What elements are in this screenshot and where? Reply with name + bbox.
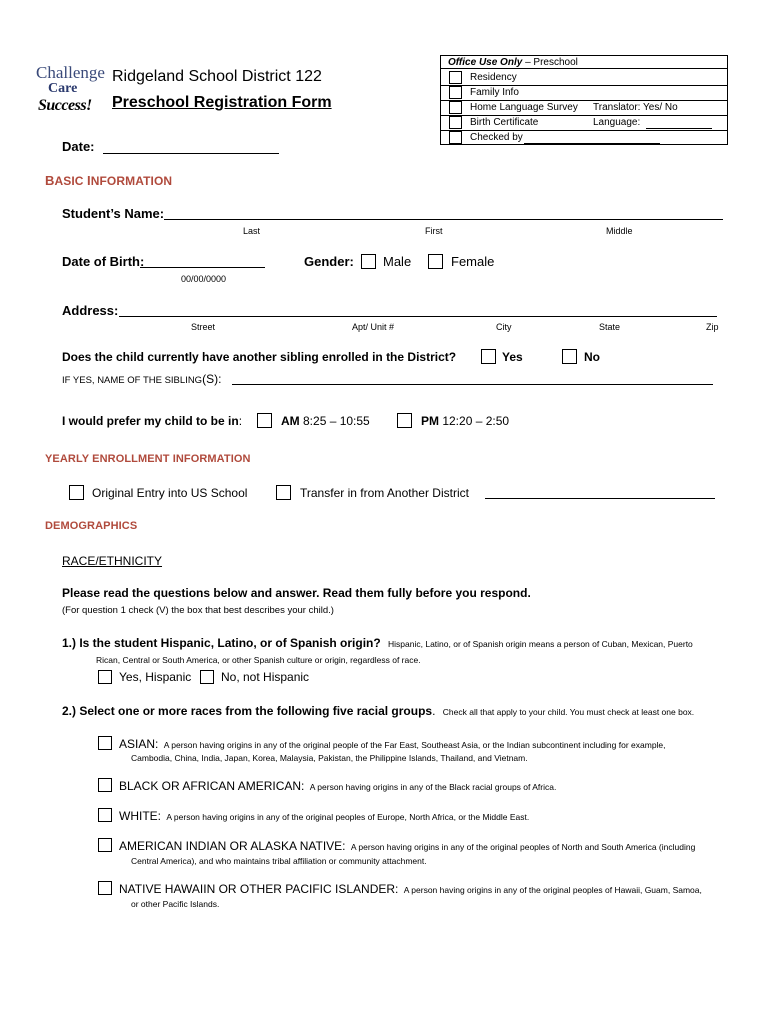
sibling-yes-checkbox[interactable] [481,349,496,364]
student-name-field[interactable] [164,219,723,220]
office-divider [440,115,727,116]
office-divider [440,100,727,101]
gender-female-label: Female [451,254,495,269]
section-heading-basic-information: BASIC INFORMATION [45,173,173,188]
transfer-district-field[interactable] [485,498,715,499]
home-language-survey-checkbox[interactable] [449,101,462,114]
name-sub-middle: Middle [606,226,633,236]
office-item-family-info: Family Info [470,87,519,98]
race-asian-desc-cont: Cambodia, China, India, Japan, Korea, Malaysia, Pakistan, the Philippine Islands, Thailand, and Vietnam. [131,753,528,763]
logo-word-challenge: Challenge [36,63,105,82]
checked-by-checkbox[interactable] [449,131,462,144]
name-sub-last: Last [243,226,261,236]
race-american-indian-checkbox[interactable] [98,838,112,852]
address-sub-city: City [496,322,512,332]
race-black-checkbox[interactable] [98,778,112,792]
name-sub-first: First [425,226,443,236]
address-label: Address: [62,303,119,318]
race-asian-checkbox[interactable] [98,736,112,750]
address-sub-state: State [599,322,621,332]
residency-checkbox[interactable] [449,71,462,84]
pm-session-checkbox[interactable] [397,413,412,428]
instructions: Please read the questions below and answer. Read them fully before you respond. [62,586,531,600]
race-ethnicity-title: RACE/ETHNICITY [62,554,163,568]
birth-certificate-checkbox[interactable] [449,116,462,129]
original-entry-label: Original Entry into US School [92,486,248,500]
gender-label: Gender: [304,254,354,269]
district-name: Ridgeland School District 122 [112,68,322,85]
transfer-checkbox[interactable] [276,485,291,500]
gender-female-checkbox[interactable] [428,254,443,269]
race-american-indian: AMERICAN INDIAN OR ALASKA NATIVE: A person having origins in any of the original peoples of North and South America (including [119,839,696,853]
logo-word-success: Success! [38,97,92,114]
address-sub-zip: Zip [706,322,719,332]
sibling-name-field[interactable] [232,384,713,385]
date-field[interactable] [103,153,279,154]
question-1-note-cont: Rican, Central or South America, or other Spanish culture or origin, regardless of race. [96,655,421,665]
hispanic-no-label: No, not Hispanic [221,670,310,684]
address-field[interactable] [119,316,717,317]
checked-by-field[interactable] [524,143,660,144]
section-heading-demographics: DEMOGRAPHICS [45,520,138,532]
sibling-no-label: No [584,350,600,364]
race-pacific-islander-checkbox[interactable] [98,881,112,895]
race-pacific-islander: NATIVE HAWAIIN OR OTHER PACIFIC ISLANDER: A person having origins in any of the original peoples of Hawaii, Guam, Samoa, [119,882,702,896]
office-item-checked-by: Checked by [470,132,523,143]
original-entry-checkbox[interactable] [69,485,84,500]
instructions-sub: (For question 1 check (V) the box that best describes your child.) [62,605,334,616]
language-field[interactable] [646,128,712,129]
pm-session-label: PM 12:20 – 2:50 [421,414,510,428]
logo-word-care: Care [48,81,78,96]
race-white-checkbox[interactable] [98,808,112,822]
office-item-residency: Residency [470,72,517,83]
date-label: Date: [62,139,95,154]
hispanic-yes-label: Yes, Hispanic [119,670,192,684]
dob-field[interactable] [140,267,265,268]
prefer-label: I would prefer my child to be in: [62,414,243,428]
race-asian: ASIAN: A person having origins in any of the original people of the Far East, Southeast Asia, or the Indian subcontinent including for example, [119,737,666,751]
student-name-label: Student’s Name: [62,206,165,221]
race-pacific-islander-desc-cont: or other Pacific Islands. [131,899,220,909]
race-white: WHITE: A person having origins in any of the original peoples of Europe, North Africa, or the Middle East. [119,809,530,823]
hispanic-yes-checkbox[interactable] [98,670,112,684]
question-2: 2.) Select one or more races from the following five racial groups. Check all that apply to your child. You must check at least one box. [62,704,695,718]
office-divider [440,130,727,131]
sibling-no-checkbox[interactable] [562,349,577,364]
sibling-name-label: IF YES, NAME OF THE SIBLING(S): [62,372,222,386]
section-heading-yearly-enrollment: YEARLY ENROLLMENT INFORMATION [45,453,251,465]
office-title: Office Use Only – Preschool [448,57,578,68]
race-american-indian-desc-cont: Central America), and who maintains tribal affiliation or community attachment. [131,856,427,866]
dob-label: Date of Birth: [62,254,145,269]
hispanic-no-checkbox[interactable] [200,670,214,684]
family-info-checkbox[interactable] [449,86,462,99]
dob-format-hint: 00/00/0000 [181,274,227,284]
sibling-yes-label: Yes [502,350,523,364]
translator-label: Translator: Yes/ No [593,102,678,113]
am-session-checkbox[interactable] [257,413,272,428]
office-item-birth-certificate: Birth Certificate [470,117,539,128]
office-item-home-language-survey: Home Language Survey [470,102,578,113]
question-1: 1.) Is the student Hispanic, Latino, or of Spanish origin? Hispanic, Latino, or of Spanish origin means a person of Cuban, Mexican, Puerto [62,636,693,650]
am-session-label: AM 8:25 – 10:55 [281,414,370,428]
address-sub-apt: Apt/ Unit # [352,322,395,332]
gender-male-label: Male [383,254,412,269]
sibling-question: Does the child currently have another sibling enrolled in the District? [62,350,457,364]
gender-male-checkbox[interactable] [361,254,376,269]
language-label: Language: [593,117,641,128]
office-divider [440,85,727,86]
transfer-label: Transfer in from Another District [300,486,469,500]
race-black: BLACK OR AFRICAN AMERICAN: A person having origins in any of the Black racial groups of Africa. [119,779,557,793]
address-sub-street: Street [191,322,216,332]
form-title: Preschool Registration Form [112,94,332,111]
